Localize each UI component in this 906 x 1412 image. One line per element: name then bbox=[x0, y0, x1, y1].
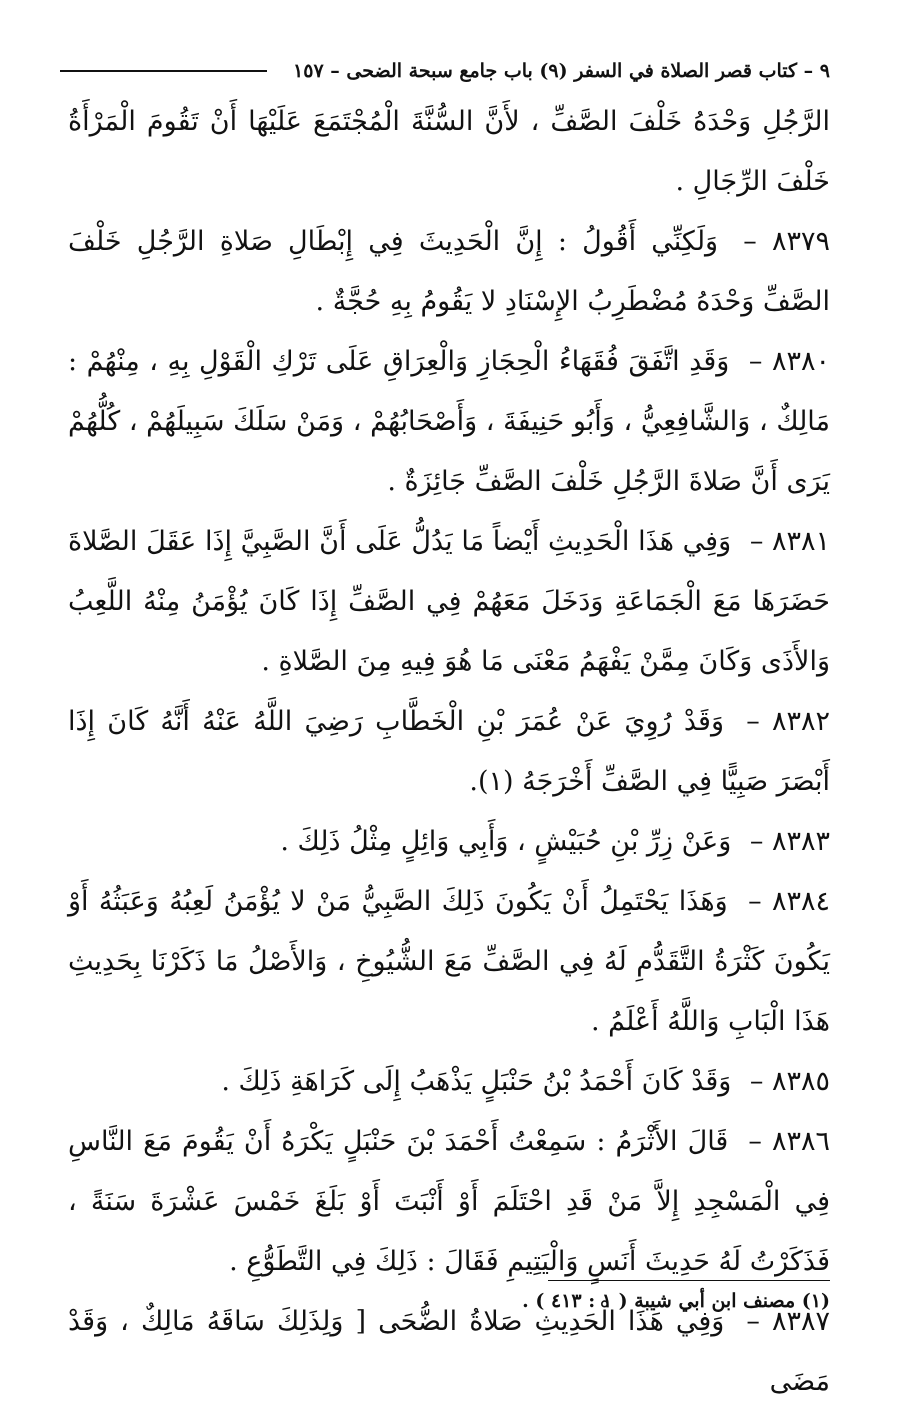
header-rule bbox=[60, 70, 267, 72]
paragraph-text: وَلَكِنِّي أَقُولُ : إِنَّ الْحَدِيثَ فِي إِبْطَالِ صَلاةِ الرَّجُلِ خَلْفَ الصَّفِّ وَحْدَهُ مُضْطَرِبُ الإِسْنَادِ لا يَقُومُ بِهِ حُجَّةٌ . bbox=[68, 226, 830, 317]
paragraph-8386 bbox=[68, 1112, 830, 1292]
paragraph-continuation bbox=[68, 92, 830, 212]
paragraph-text: وَعَنْ زِرِّ بْنِ حُبَيْشٍ ، وَأَبِي وَائِلٍ مِثْلُ ذَلِكَ . bbox=[280, 826, 732, 857]
paragraph-number: ٨٣٨٧ – bbox=[746, 1306, 830, 1337]
paragraph-text: قَالَ الأَثْرَمُ : سَمِعْتُ أَحْمَدَ بْنَ حَنْبَلٍ يَكْرَهُ أَنْ يَقُومَ مَعَ النَّاسِ فِي الْمَسْجِدِ إِلاَّ مَنْ قَدِ احْتَلَمَ أَوْ أَنْبَتَ أَوْ بَلَغَ خَمْسَ عَشْرَةَ سَنَةً ، فَذَكَرْتُ لَهُ حَدِيثَ أَنَسٍ وَالْيَتِيمِ فَقَالَ : ذَلِكَ فِي التَّطَوُّعِ . bbox=[68, 1126, 830, 1277]
paragraph-8385 bbox=[68, 1052, 830, 1112]
footnote-text: (١) مصنف ابن أبي شيبة ( ١ : ٤١٣ ) . bbox=[522, 1290, 830, 1312]
header-row bbox=[60, 60, 830, 82]
paragraph-number: ٨٣٨١ – bbox=[749, 526, 831, 557]
paragraph-8380 bbox=[68, 332, 830, 512]
header-title: ٩ – كتاب قصر الصلاة في السفر (٩) باب جامع سبحة الضحى – ١٥٧ bbox=[293, 60, 830, 82]
paragraph-8381 bbox=[68, 512, 830, 692]
main-text bbox=[68, 92, 830, 1412]
footnote bbox=[68, 1286, 830, 1316]
paragraph-number: ٨٣٨٠ – bbox=[748, 346, 830, 377]
paragraph-text: وَقَدْ كَانَ أَحْمَدُ بْنُ حَنْبَلٍ يَذْهَبُ إِلَى كَرَاهَةِ ذَلِكَ . bbox=[221, 1066, 732, 1097]
paragraph-8382 bbox=[68, 692, 830, 812]
footnote-rule bbox=[548, 1280, 830, 1281]
paragraph-text: وَفِي هَذَا الْحَدِيثِ صَلاةُ الضُّحَى [ وَلِذَلِكَ سَاقَهُ مَالِكٌ ، وَقَدْ مَضَى bbox=[68, 1306, 830, 1397]
paragraph-8384 bbox=[68, 872, 830, 1052]
paragraph-number: ٨٣٨٦ – bbox=[748, 1126, 830, 1157]
paragraph-text: وَقَدِ اتَّفَقَ فُقَهَاءُ الْحِجَازِ وَالْعِرَاقِ عَلَى تَرْكِ الْقَوْلِ بِهِ ، مِنْهُمْ : مَالِكٌ ، وَالشَّافِعِيُّ ، وَأَبُو حَنِيفَةَ ، وَأَصْحَابُهُمْ ، وَمَنْ سَلَكَ سَبِيلَهُمْ ، كُلُّهُمْ يَرَى أَنَّ صَلاةَ الرَّجُلِ خَلْفَ الصَّفِّ جَائِزَةٌ . bbox=[68, 346, 830, 497]
paragraph-text: وَقَدْ رُوِيَ عَنْ عُمَرَ بْنِ الْخَطَّابِ رَضِيَ اللَّهُ عَنْهُ أَنَّهُ كَانَ إِذَا أَبْصَرَ صَبِيًّا فِي الصَّفِّ أَخْرَجَهُ (١). bbox=[68, 706, 830, 797]
paragraph-8379 bbox=[68, 212, 830, 332]
paragraph-number: ٨٣٨٣ – bbox=[749, 826, 830, 857]
paragraph-text: وَفِي هَذَا الْحَدِيثِ أَيْضاً مَا يَدُلُّ عَلَى أَنَّ الصَّبِيَّ إِذَا عَقَلَ الصَّلاةَ حَضَرَهَا مَعَ الْجَمَاعَةِ وَدَخَلَ مَعَهُمْ فِي الصَّفِّ إِذَا كَانَ يُؤْمَنُ مِنْهُ اللَّعِبُ وَالأَذَى وَكَانَ مِمَّنْ يَفْهَمُ مَعْنَى مَا هُوَ فِيهِ مِنَ الصَّلاةِ . bbox=[68, 526, 830, 677]
paragraph-text: الرَّجُلِ وَحْدَهُ خَلْفَ الصَّفِّ ، لأَنَّ السُّنَّةَ الْمُجْتَمَعَ عَلَيْهَا أَنْ تَقُومَ الْمَرْأَةُ خَلْفَ الرِّجَالِ . bbox=[68, 106, 830, 197]
paragraph-8383 bbox=[68, 812, 830, 872]
running-header bbox=[60, 56, 830, 86]
paragraph-number: ٨٣٧٩ – bbox=[743, 226, 830, 257]
paragraph-number: ٨٣٨٥ – bbox=[749, 1066, 830, 1097]
paragraph-text: وَهَذَا يَحْتَمِلُ أَنْ يَكُونَ ذَلِكَ الصَّبِيُّ مَنْ لا يُؤْمَنُ لَعِبُهُ وَعَبَثُهُ أَوْ يَكُونَ كَثْرَةُ التَّقَدُّمِ لَهُ فِي الصَّفِّ مَعَ الشُّيُوخِ ، وَالأَصْلُ مَا ذَكَرْنَا بِحَدِيثِ هَذَا الْبَابِ وَاللَّهُ أَعْلَمُ . bbox=[68, 886, 830, 1037]
paragraph-number: ٨٣٨٤ – bbox=[748, 886, 830, 917]
paragraph-number: ٨٣٨٢ – bbox=[746, 706, 831, 737]
